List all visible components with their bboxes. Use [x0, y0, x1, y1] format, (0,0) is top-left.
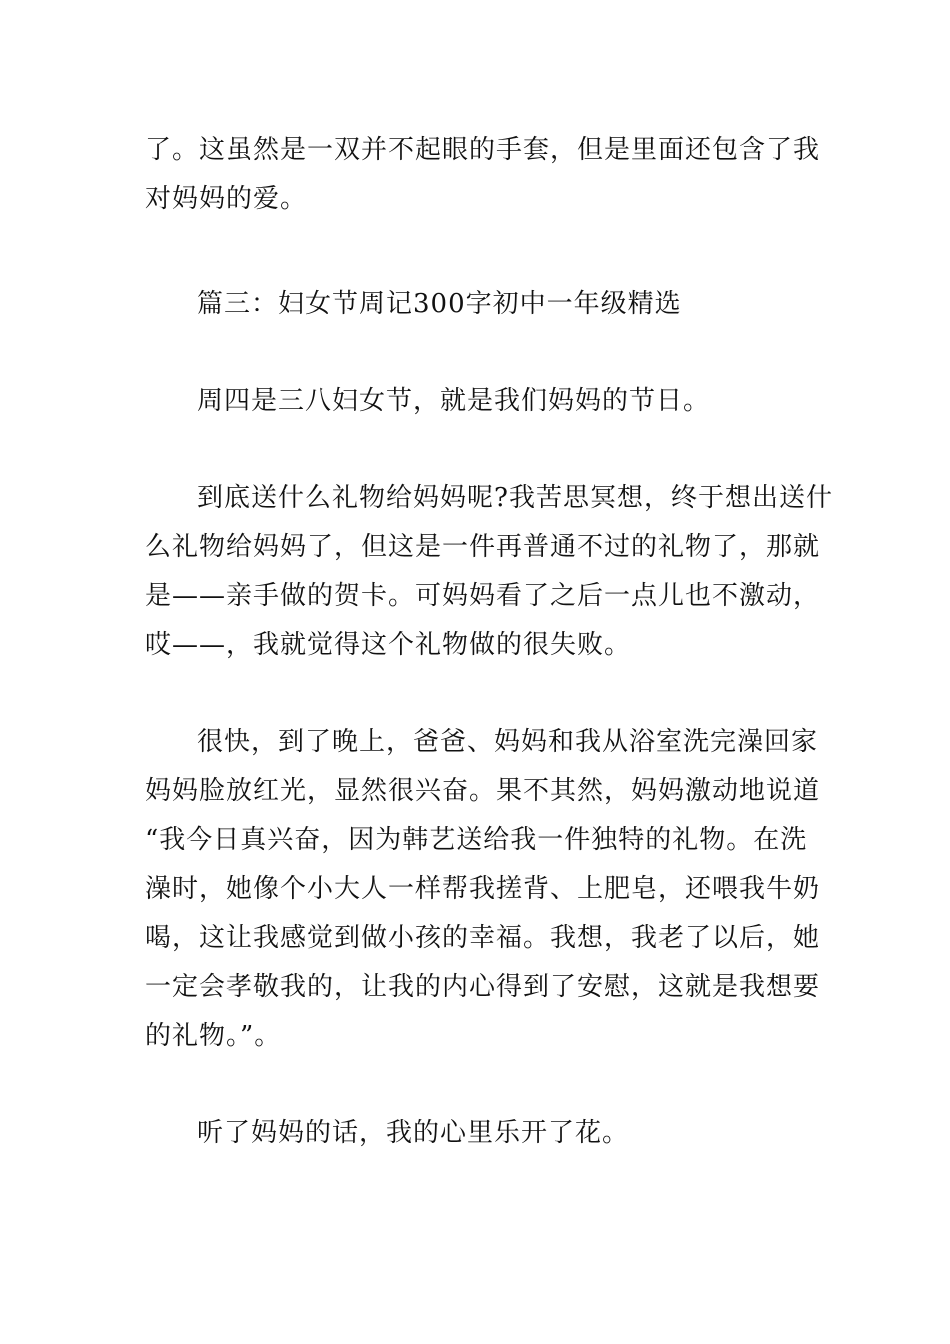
paragraph — [145, 474, 833, 670]
text-line: 么礼物给妈妈了，但这是一件再普通不过的礼物了，那就 — [145, 532, 821, 562]
text-line: 妈妈脸放红光，显然很兴奋。果不其然，妈妈激动地说道 — [145, 776, 821, 806]
text-line: 的礼物。”。 — [145, 1021, 282, 1051]
paragraph-continuation — [145, 126, 821, 224]
text-line: 对妈妈的爱。 — [145, 184, 308, 214]
section-heading — [145, 280, 807, 329]
text-line: 喝，这让我感觉到做小孩的幸福。我想，我老了以后，她 — [145, 923, 821, 953]
text-line: 了。这虽然是一双并不起眼的手套，但是里面还包含了我 — [145, 135, 821, 165]
paragraph — [145, 1109, 807, 1158]
text-line: “我今日真兴奋，因为韩艺送给我一件独特的礼物。在洗 — [145, 825, 808, 855]
document-body — [145, 126, 833, 1158]
text-line: 很快，到了晚上，爸爸、妈妈和我从浴室洗完澡回家 — [197, 727, 819, 757]
text-line: 澡时，她像个小大人一样帮我搓背、上肥皂，还喂我牛奶 — [145, 874, 821, 904]
text-line: 周四是三八妇女节，就是我们妈妈的节日。 — [197, 386, 711, 416]
heading-text: 篇三：妇女节周记300字初中一年级精选 — [197, 289, 682, 319]
paragraph — [145, 377, 807, 426]
text-line: 到底送什么礼物给妈妈呢?我苦思冥想，终于想出送什 — [197, 483, 833, 513]
paragraph — [145, 718, 821, 1061]
text-line: 哎——，我就觉得这个礼物做的很失败。 — [145, 630, 632, 660]
text-line: 是——亲手做的贺卡。可妈妈看了之后一点儿也不激动， — [145, 581, 821, 611]
text-line: 听了妈妈的话，我的心里乐开了花。 — [197, 1118, 630, 1148]
text-line: 一定会孝敬我的，让我的内心得到了安慰，这就是我想要 — [145, 972, 821, 1002]
